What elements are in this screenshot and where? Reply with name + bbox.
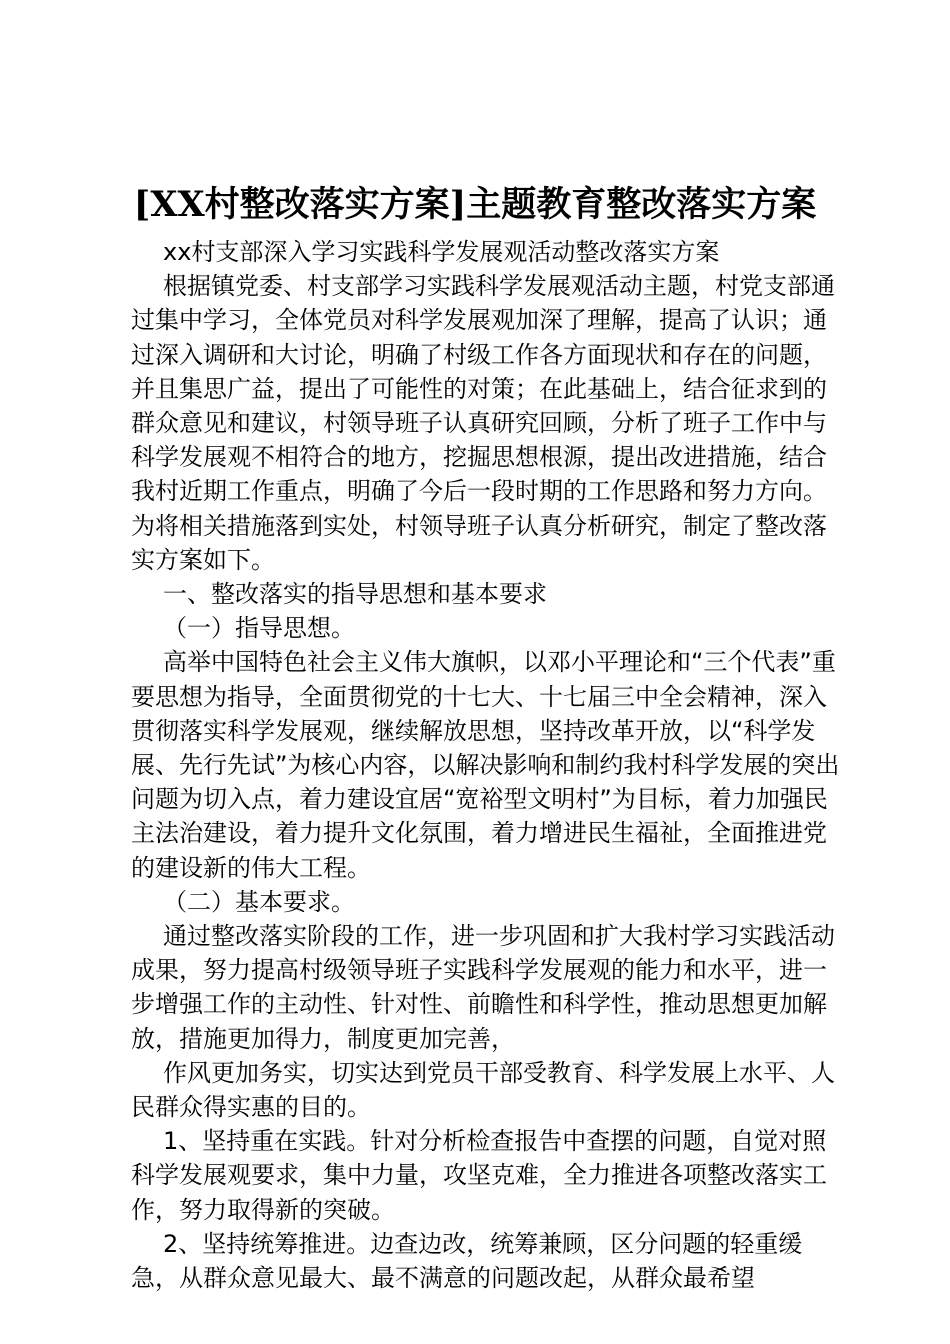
subtitle-paragraph: xx村支部深入学习实践科学发展观活动整改落实方案 [163,238,720,266]
list-item: 2、坚持统筹推进。边查边改，统筹兼顾，区分问题的轻重缓急，从群众意见最大、最不满意的问题改起，从群众最希望 [131,1229,803,1293]
subsection-heading: （二）基本要求。 [163,887,355,916]
intro-paragraph: 根据镇党委、村支部学习实践科学发展观活动主题，村党支部通过集中学习，全体党员对科学发展观加深了理解，提高了认识；通过深入调研和大讨论，明确了村级工作各方面现状和存在的问题，并且集思广益，提出了可能性的对策；在此基础上，结合征求到的群众意见和建议，村领导班子认真研究回顾，分析了班子工作中与科学发展观不相符合的地方，挖掘思想根源，提出改进措施，结合我村近期工作重点，明确了今后一段时期的工作思路和努力方向。为将相关措施落到实处，村领导班子认真分析研究，制定了整改落实方案如下。 [131,272,835,574]
section-heading: 一、整改落实的指导思想和基本要求 [163,580,547,609]
body-paragraph: 作风更加务实，切实达到党员干部受教育、科学发展上水平、人民群众得实惠的目的。 [131,1058,835,1122]
subsection-heading: （一）指导思想。 [163,614,355,643]
body-paragraph: 通过整改落实阶段的工作，进一步巩固和扩大我村学习实践活动成果，努力提高村级领导班子实践科学发展观的能力和水平，进一步增强工作的主动性、针对性、前瞻性和科学性，推动思想更加解放，措施更加得力，制度更加完善， [131,922,835,1053]
list-item: 1、坚持重在实践。针对分析检查报告中查摆的问题，自觉对照科学发展观要求，集中力量，攻坚克难，全力推进各项整改落实工作，努力取得新的突破。 [131,1127,827,1224]
document-title: [XX村整改落实方案]主题教育整改落实方案 [133,184,817,225]
body-paragraph: 高举中国特色社会主义伟大旗帜，以邓小平理论和“三个代表”重要思想为指导，全面贯彻党的十七大、十七届三中全会精神，深入贯彻落实科学发展观，继续解放思想，坚持改革开放，以“科学发展、先行先试”为核心内容，以解决影响和制约我村科学发展的突出问题为切入点，着力建设宜居“宽裕型文明村”为目标，着力加强民主法治建设，着力提升文化氛围，着力增进民生福祉，全面推进党的建设新的伟大工程。 [131,648,840,882]
document-body [131,235,846,1295]
